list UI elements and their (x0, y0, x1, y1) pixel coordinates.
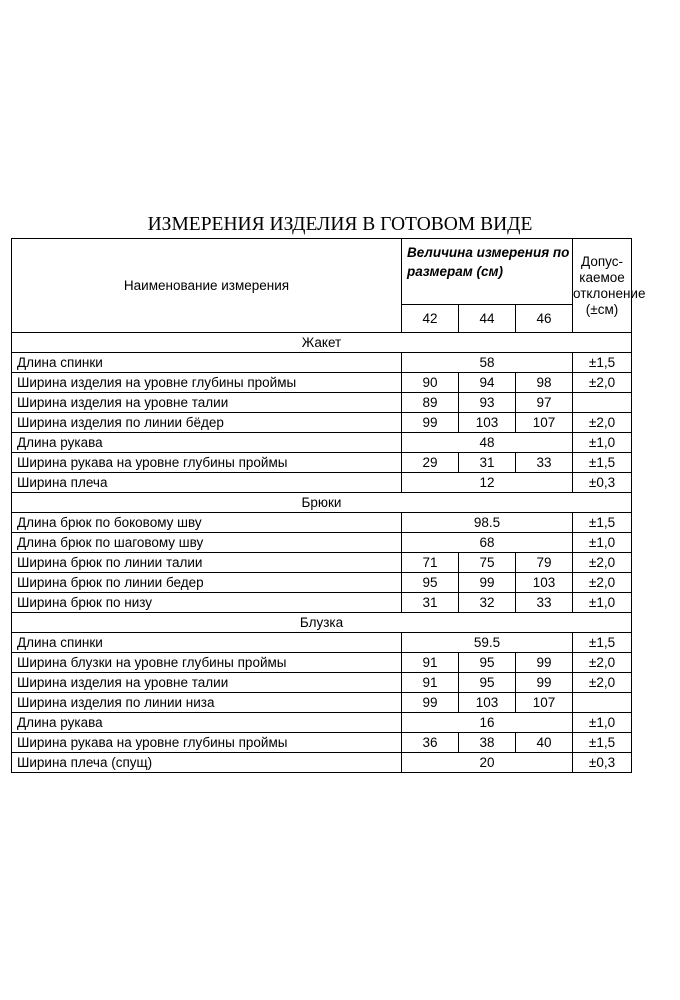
measurement-value: 95 (402, 573, 459, 593)
table-row (12, 413, 632, 433)
section-row (12, 333, 632, 353)
tolerance-value: ±1,0 (573, 713, 632, 733)
tolerance-value: ±2,0 (573, 653, 632, 673)
measurement-value: 89 (402, 393, 459, 413)
measurement-name: Ширина изделия на уровне талии (12, 393, 402, 413)
measurement-value: 32 (459, 593, 516, 613)
measurement-value: 99 (516, 673, 573, 693)
measurement-value: 99 (459, 573, 516, 593)
measurement-value: 12 (402, 473, 573, 493)
measurement-value: 79 (516, 553, 573, 573)
measurement-name: Ширина брюк по линии талии (12, 553, 402, 573)
measurement-value: 98.5 (402, 513, 573, 533)
header-tolerance-cell (573, 239, 646, 333)
measurement-value: 95 (459, 673, 516, 693)
measurement-value: 97 (516, 393, 573, 413)
tolerance-value: ±1,0 (573, 433, 632, 453)
measurement-name: Длина брюк по боковому шву (12, 513, 402, 533)
measurement-name: Ширина брюк по линии бедер (12, 573, 402, 593)
table-row (12, 633, 632, 653)
measurement-value: 36 (402, 733, 459, 753)
table-row (12, 453, 632, 473)
measurement-value: 107 (516, 693, 573, 713)
measurement-value: 103 (516, 573, 573, 593)
table-row (12, 573, 632, 593)
measurement-value: 31 (402, 593, 459, 613)
measurement-name: Ширина изделия на уровне глубины проймы (12, 373, 402, 393)
measurement-name: Ширина рукава на уровне глубины проймы (12, 733, 402, 753)
measurement-value: 75 (459, 553, 516, 573)
measurement-value: 33 (516, 593, 573, 613)
tolerance-value: ±1,5 (573, 733, 632, 753)
table-row (12, 553, 632, 573)
measurement-name: Длина спинки (12, 633, 402, 653)
measurement-value: 68 (402, 533, 573, 553)
measurement-value: 99 (516, 653, 573, 673)
tolerance-value (573, 393, 632, 413)
measurement-name: Ширина изделия по линии бёдер (12, 413, 402, 433)
measurements-table (11, 238, 646, 773)
tolerance-value: ±1,0 (573, 533, 632, 553)
size-header-cell: 42 (402, 305, 459, 333)
measurement-value: 40 (516, 733, 573, 753)
measurement-value: 90 (402, 373, 459, 393)
measurement-value: 29 (402, 453, 459, 473)
tolerance-value: ±1,5 (573, 453, 632, 473)
measurement-name: Длина спинки (12, 353, 402, 373)
tolerance-value: ±0,3 (573, 753, 632, 773)
measurement-value: 33 (516, 453, 573, 473)
measurement-name: Длина рукава (12, 433, 402, 453)
header-name-cell: Наименование измерения (12, 239, 402, 333)
measurement-name: Длина рукава (12, 713, 402, 733)
section-title: Жакет (12, 333, 632, 353)
header-size-cell: Величина измерения по размерам (см) (402, 239, 573, 305)
table-row (12, 673, 632, 693)
table-row (12, 653, 632, 673)
measurement-name: Ширина изделия по линии низа (12, 693, 402, 713)
measurement-value: 59.5 (402, 633, 573, 653)
measurement-value: 103 (459, 413, 516, 433)
measurement-name: Ширина брюк по низу (12, 593, 402, 613)
section-row (12, 493, 632, 513)
measurement-value: 98 (516, 373, 573, 393)
measurement-value: 16 (402, 713, 573, 733)
measurement-value: 99 (402, 413, 459, 433)
tolerance-line: отклонение (573, 285, 646, 301)
tolerance-value: ±2,0 (573, 553, 632, 573)
measurement-value: 31 (459, 453, 516, 473)
measurement-name: Ширина изделия на уровне талии (12, 673, 402, 693)
table-row (12, 513, 632, 533)
measurement-value: 48 (402, 433, 573, 453)
size-header-cell: 46 (516, 305, 573, 333)
measurement-value: 95 (459, 653, 516, 673)
measurement-value: 94 (459, 373, 516, 393)
table-row (12, 433, 632, 453)
table-row (12, 713, 632, 733)
measurement-value: 107 (516, 413, 573, 433)
measurement-name: Длина брюк по шаговому шву (12, 533, 402, 553)
tolerance-value: ±2,0 (573, 373, 632, 393)
tolerance-value: ±2,0 (573, 413, 632, 433)
table-row (12, 533, 632, 553)
measurement-name: Ширина плеча (спущ) (12, 753, 402, 773)
table-row (12, 353, 632, 373)
measurement-value: 71 (402, 553, 459, 573)
measurement-value: 91 (402, 653, 459, 673)
measurement-value: 103 (459, 693, 516, 713)
tolerance-value: ±1,5 (573, 633, 632, 653)
measurement-name: Ширина плеча (12, 473, 402, 493)
measurement-value: 93 (459, 393, 516, 413)
measurement-value: 38 (459, 733, 516, 753)
measurement-value: 91 (402, 673, 459, 693)
section-row (12, 613, 632, 633)
section-title: Брюки (12, 493, 632, 513)
table-row (12, 473, 632, 493)
tolerance-value: ±2,0 (573, 673, 632, 693)
tolerance-value: ±2,0 (573, 573, 632, 593)
tolerance-line: (±см) (585, 301, 619, 317)
measurement-value: 58 (402, 353, 573, 373)
table-row (12, 753, 632, 773)
page-title: ИЗМЕРЕНИЯ ИЗДЕЛИЯ В ГОТОВОМ ВИДЕ (147, 214, 533, 235)
table-row (12, 733, 632, 753)
measurement-name: Ширина блузки на уровне глубины проймы (12, 653, 402, 673)
table-body (12, 239, 646, 773)
measurement-value: 99 (402, 693, 459, 713)
tolerance-value: ±1,0 (573, 593, 632, 613)
measurement-value: 20 (402, 753, 573, 773)
table-row (12, 393, 632, 413)
tolerance-value: ±1,5 (573, 353, 632, 373)
measurement-name: Ширина рукава на уровне глубины проймы (12, 453, 402, 473)
tolerance-line: каемое (579, 269, 625, 285)
tolerance-value (573, 693, 632, 713)
tolerance-value: ±1,5 (573, 513, 632, 533)
table-row (12, 693, 632, 713)
size-header-cell: 44 (459, 305, 516, 333)
tolerance-line: Допус- (581, 253, 623, 269)
table-row (12, 373, 632, 393)
section-title: Блузка (12, 613, 632, 633)
table-row (12, 593, 632, 613)
tolerance-value: ±0,3 (573, 473, 632, 493)
header-row (12, 239, 632, 305)
